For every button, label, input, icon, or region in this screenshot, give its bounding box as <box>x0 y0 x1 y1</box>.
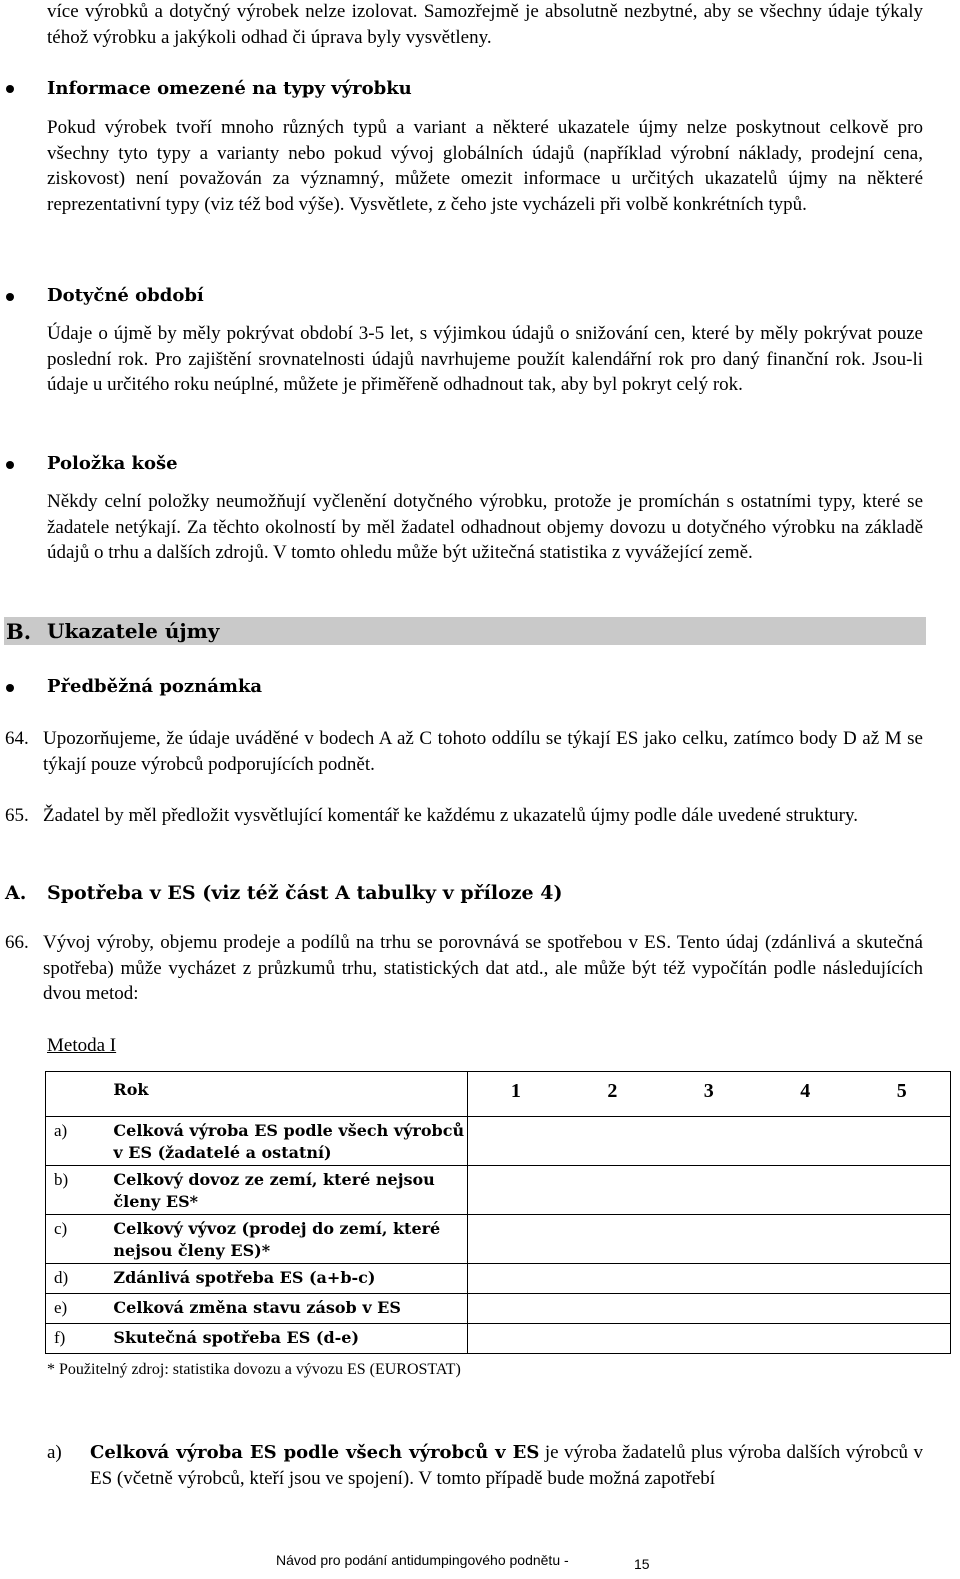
row-letter: d) <box>46 1264 102 1294</box>
table-row <box>46 1166 951 1215</box>
row-label: Skutečná spotřeba ES (d-e) <box>101 1324 467 1354</box>
row-values-cell <box>467 1117 950 1166</box>
row-values-cell <box>467 1166 950 1215</box>
row-label: Celkový vývoz (prodej do zemí, které nejsou členy ES)* <box>101 1215 467 1264</box>
row-values-cell <box>467 1294 950 1324</box>
page-footer: Návod pro podání antidumpingového podnětu - <box>276 1552 569 1568</box>
paragraph-number: 65. <box>5 805 29 826</box>
paragraph-64: Upozorňujeme, že údaje uváděné v bodech A až C tohoto oddílu se týkají ES jako celku, zatímco body D až M se týkají pouze výrobců podporujících podnět. <box>43 728 923 775</box>
table-year: 1 <box>467 1072 564 1117</box>
section-text-types: Pokud výrobek tvoří mnoho různých typů a variant a některé ukazatele újmy nelze poskytnout celkově pro všechny tyto typy a varianty nebo pokud vývoj globálních údajů (například výrobní náklady, prodejní cena, ziskovost) není považován za významný, můžete omezit informace u určitých ukazatelů újmy na některé reprezentativní typy (viz též bod výše). Vysvětlete, z čeho jste vycházeli při volbě konkrétních typů. <box>47 117 923 215</box>
consumption-table <box>45 1071 951 1354</box>
row-label: Celkový dovoz ze zemí, které nejsou členy ES* <box>101 1166 467 1215</box>
table-year: 4 <box>757 1072 853 1117</box>
paragraph-a-bold: Celková výroba ES podle všech výrobců v ES <box>90 1442 540 1463</box>
section-heading-prelim: Předběžná poznámka <box>47 676 263 697</box>
table-row <box>46 1215 951 1264</box>
section-heading-basket: Položka koše <box>47 453 178 474</box>
row-letter: e) <box>46 1294 102 1324</box>
bullet-icon <box>6 293 14 301</box>
subsection-letter: A. <box>5 882 27 904</box>
table-year: 2 <box>564 1072 660 1117</box>
row-values-cell <box>467 1215 950 1264</box>
method-label: Metoda I <box>47 1035 117 1056</box>
row-label: Celková výroba ES podle všech výrobců v ES (žadatelé a ostatní) <box>101 1117 467 1166</box>
paragraph-number: 64. <box>5 728 29 749</box>
table-row <box>46 1294 951 1324</box>
section-text-period: Údaje o újmě by měly pokrývat období 3-5 let, s výjimkou údajů o snižování cen, které by měly pokrývat pouze poslední rok. Pro zajištění srovnatelnosti údajů navrhujeme použít kalendářní rok pro daný finanční rok. Jsou-li údaje u určitého roku neúplné, můžete je přiměřeně odhadnout tak, aby byl pokryt celý rok. <box>47 323 923 396</box>
table-header-row <box>46 1072 951 1117</box>
paragraph-a-rest: je výroba žadatelů plus výroba dalších výrobců v ES (včetně výrobců, kteří jsou ve spojení). V tomto případě bude možná zapotřebí <box>90 1442 924 1489</box>
section-banner-title: Ukazatele újmy <box>47 619 220 643</box>
row-label: Zdánlivá spotřeba ES (a+b-c) <box>101 1264 467 1294</box>
section-heading-types: Informace omezené na typy výrobku <box>47 78 412 99</box>
row-label: Celková změna stavu zásob v ES <box>101 1294 467 1324</box>
table-row <box>46 1117 951 1166</box>
bullet-icon <box>6 85 14 93</box>
row-letter: f) <box>46 1324 102 1354</box>
table-row <box>46 1324 951 1354</box>
section-heading-period: Dotyčné období <box>47 285 204 306</box>
list-letter: a) <box>47 1442 62 1463</box>
row-values-cell <box>467 1264 950 1294</box>
row-letter: b) <box>46 1166 102 1215</box>
paragraph-66: Vývoj výroby, objemu prodeje a podílů na trhu se porovnává se spotřebou v ES. Tento údaj (zdánlivá a skutečná spotřeba) může vycházet z průzkumů trhu, statistických dat atd., ale může být též vypočítán podle následujících dvou metod: <box>43 932 923 1005</box>
table-row <box>46 1264 951 1294</box>
row-letter: a) <box>46 1117 102 1166</box>
paragraph-65: Žadatel by měl předložit vysvětlující komentář ke každému z ukazatelů újmy podle dále uvedené struktury. <box>43 805 858 826</box>
section-text-basket: Někdy celní položky neumožňují vyčlenění dotyčného výrobku, protože je promíchán s ostatními typy, které se žadatele netýkají. Za těchto okolností by měl žadatel odhadnout objemy dovozu u dotyčného výrobku na základě údajů o trhu a dalších zdrojů. V tomto ohledu může být užitečná statistika z vyvážející země. <box>47 491 923 564</box>
row-values-cell <box>467 1324 950 1354</box>
intro-paragraph: více výrobků a dotyčný výrobek nelze izolovat. Samozřejmě je absolutně nezbytné, aby se všechny údaje týkaly téhož výrobku a jakýkoli odhad či úprava byly vysvětleny. <box>47 1 923 48</box>
table-footnote: * Použitelný zdroj: statistika dovozu a vývozu ES (EUROSTAT) <box>47 1361 461 1378</box>
row-letter: c) <box>46 1215 102 1264</box>
table-year: 3 <box>661 1072 757 1117</box>
table-year: 5 <box>854 1072 951 1117</box>
paragraph-a <box>90 1440 923 1491</box>
subsection-title: Spotřeba v ES (viz též část A tabulky v příloze 4) <box>47 882 563 904</box>
paragraph-number: 66. <box>5 932 29 953</box>
bullet-icon <box>6 684 14 692</box>
table-header-label: Rok <box>101 1072 467 1117</box>
section-banner-letter: B. <box>6 619 32 644</box>
bullet-icon <box>6 461 14 469</box>
page-number: 15 <box>634 1556 650 1572</box>
